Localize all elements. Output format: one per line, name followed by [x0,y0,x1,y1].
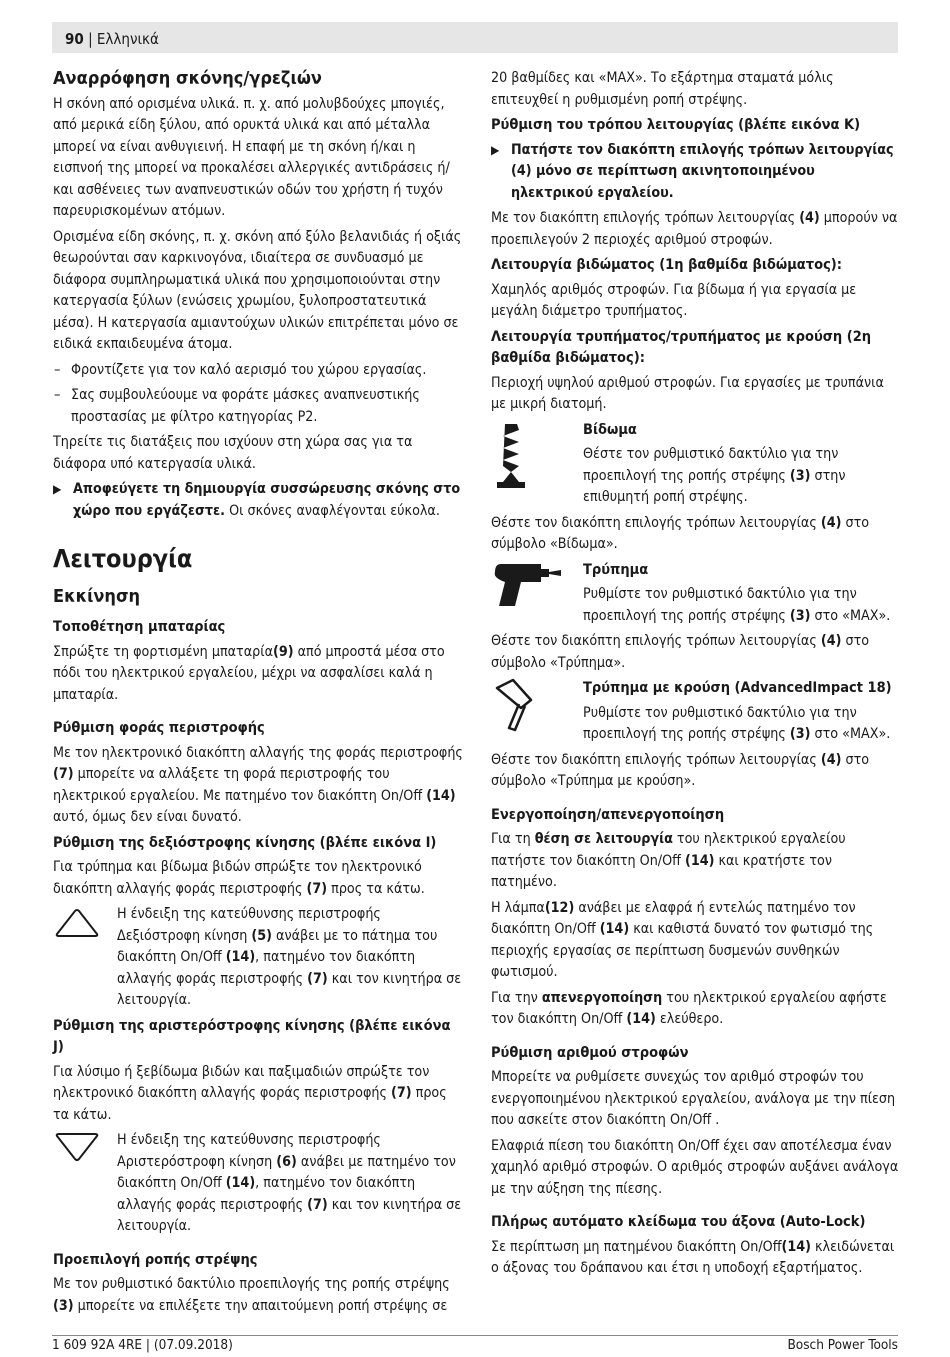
dust-paragraph-2: Ορισμένα είδη σκόνης, π. χ. σκόνη από ξύλο βελανιδιάς ή οξιάς θεωρούνται σαν καρκινογόνα, ιδιαίτερα σε συνδυασμό με διάφορα συμπληρωματικά υλικά που χρησιμοποιούνται στην κατεργασία ξύλων (ενώσεις χρωμίου, ξυλοπροστατευτικά μέσα). Η κατεργασία αμιαντούχων υλικών επιτρέπεται μόνο σε ειδικά εκπαιδευμένα άτομα. [53,228,462,352]
li-text-3: , πατημένο τον διακόπτη αλλαγής φοράς περιστροφής [117,1175,416,1213]
mode-title: Ρύθμιση του τρόπου λειτουργίας (βλέπε εικόνα K) [491,117,861,133]
ia-ref: (4) [820,751,842,768]
dust-paragraph-1: Η σκόνη από ορισμένα υλικά. π. χ. από μολυβδούχες μπογιές, από μερικά είδη ξύλου, από ορυκτά υλικά και από μέταλλα μπορεί να είναι ανθυγιεινή. Η επαφή με τη σκόνη ή/και η εισπνοή της μπορεί να προκαλέσει αλλεργικές αντιδράσεις ή/ και ασθένειες των αναπνευστικών οδών του χρήστη ή τυχόν παρευρισκομένων ατόμων. [53,95,450,219]
header-text [65,30,159,48]
mode-warning-1: Πατήστε τον διακόπτη επιλογής τρόπων λειτουργίας [511,141,894,158]
arrow-down-indicator-icon [53,1132,101,1172]
rot-text-1: Με τον ηλεκτρονικό διακόπτη αλλαγής της φοράς περιστροφής [53,744,463,761]
dust-title: Αναρρόφηση σκόνης/γρεζιών [53,68,322,89]
onoff-paragraph-1 [491,829,901,894]
ri-text-4: και τον κινητήρα σε λειτουργία. [117,970,462,1008]
on2-c: και καθιστά δυνατό τον φωτισμό της περιοχής εργασίας σε περίπτωση δυσμενών συνθηκών φωτισμού. [491,921,874,980]
footer-rule [52,1335,898,1336]
li-ref-3: (7) [307,1196,328,1213]
lock-b: κλειδώνεται ο άξονας του δράπανου και έτσι η υποδοχή εξαρτήματος. [491,1238,895,1276]
on3-c: του ηλεκτρικού εργαλείου αφήστε τον διακόπτη On/Off [491,989,887,1027]
di-text-1: Ρυθμίστε τον ρυθμιστικό δακτύλιο για την προεπιλογή της ροπής στρέψης [583,586,857,624]
continuation-paragraph: 20 βαθμίδες και «MAX». Το εξάρτημα σταματά μόλις επιτευχθεί η ρυθμισμένη ροπή στρέψης. [491,70,834,108]
torque-text-1: Με τον ρυθμιστικό δακτύλιο προεπιλογής της ροπής στρέψης [53,1276,450,1292]
rr-ref: (7) [306,880,328,897]
dust-warning [53,479,465,522]
ii-text-2: στο «MAX». [810,726,891,742]
on2-ref2: (14) [599,921,630,937]
drill-mode-paragraph: Περιοχή υψηλού αριθμού στροφών. Για εργασίες με τρυπάνια με μικρή διατομή. [491,374,884,412]
left-rotation-paragraph [53,1062,465,1127]
rr-text-1: Για τρύπημα και βίδωμα βιδών σπρώξτε τον ηλεκτρονικό διακόπτη αλλαγής φοράς περιστροφής [53,859,422,897]
screw-mode-title: Λειτουργία βιδώματος (1η βαθμίδα βιδώματος): [491,257,842,273]
dust-warning-rest: Οι σκόνες αναφλέγονται εύκολα. [225,502,440,519]
screw-mode-paragraph: Χαμηλός αριθμός στροφών. Για βίδωμα ή για εργασία με μεγάλη διάμετρο τρυπήματος. [491,281,857,319]
autolock-title: Πλήρως αυτόματο κλείδωμα του άξονα (Auto-Lock) [491,1214,866,1230]
mode-ref: (4) [799,210,820,226]
torque-title: Προεπιλογή ροπής στρέψης [53,1251,258,1268]
on2-a: Η λάμπα [491,899,545,916]
left-rotation-indicator [53,1130,465,1238]
li-text-1: Η ένδειξη της κατεύθυνσης περιστροφής Αριστερόστροφη κίνηση [117,1132,381,1170]
hammer-icon [491,678,551,742]
ri-ref-3: (7) [307,970,328,987]
on2-ref1: (12) [544,899,575,916]
rr-text-2: προς τα κάτω. [327,880,425,897]
mode-warning-2: μόνο σε περίπτωση ακινητοποιημένου ηλεκτρικού εργαλείου. [511,163,815,201]
li-ref-1: (6) [276,1153,297,1170]
on3-d: ελεύθερο. [655,1011,724,1027]
left-rotation-title: Ρύθμιση της αριστερόστροφης κίνησης (βλέπε εικόνα J) [53,1017,451,1055]
mode-text-2: μπορούν να προεπιλεγούν 2 περιοχές αριθμού στροφών. [491,210,898,248]
ri-text-1: Η ένδειξη της κατεύθυνσης περιστροφής Δεξιόστροφη κίνηση [117,906,381,944]
dust-dash-2: – Σας συμβουλεύουμε να φοράτε μάσκες αναπνευστικής προστασίας με φίλτρο κατηγορίας P2. [53,385,465,428]
si-text-2: στην επιθυμητή ροπή στρέψης. [583,467,846,505]
screw-after [491,513,901,556]
drill-mode-title: Λειτουργία τρυπήματος/τρυπήματος με κρούση (2η βαθμίδα βιδώματος): [491,328,872,366]
da-ref: (4) [820,633,842,649]
torque-ref: (3) [53,1297,74,1314]
right-column [491,68,901,1284]
lock-a: Σε περίπτωση μη πατημένου διακόπτη On/Off [491,1238,782,1255]
ia-text-1: Θέστε τον διακόπτη επιλογής τρόπων λειτουργίας [491,751,821,768]
battery-text-2: από μπροστά μέσα στο πόδι του ηλεκτρικού εργαλείου, μέχρι να ασφαλίσει καλά η μπαταρία. [53,643,445,703]
mode-warning [491,140,901,205]
sa-ref: (4) [820,514,842,531]
lr-ref: (7) [391,1085,412,1101]
start-title: Εκκίνηση [53,585,141,607]
da-text-1: Θέστε τον διακόπτη επιλογής τρόπων λειτουργίας [491,633,821,649]
torque-text-2: μπορείτε να επιλέξετε την απαιτούμενη ροπή στρέψης σε [73,1297,448,1314]
onoff-paragraph-3 [491,988,901,1031]
ri-ref-2: (14) [225,949,256,965]
si-ref: (3) [789,467,811,484]
dust-dash-1: – Φροντίζετε για τον καλό αερισμό του χώρου εργασίας. [53,360,465,382]
on1-a: Για τη [491,831,535,847]
page-header [52,22,898,53]
right-rotation-indicator [53,904,465,1012]
lr-text-2: προς τα κάτω. [53,1085,447,1123]
ri-text-3: , πατημένο τον διακόπτη αλλαγής φοράς περιστροφής [117,949,416,987]
rotation-title: Ρύθμιση φοράς περιστροφής [53,720,265,736]
on3-ref: (14) [626,1011,656,1027]
da-text-2: στο σύμβολο «Τρύπημα». [491,633,870,671]
arrow-icon: ▶ [491,142,500,157]
sa-text-2: στο σύμβολο «Βίδωμα». [491,514,870,552]
left-column [53,68,465,1321]
sa-text-1: Θέστε τον διακόπτη επιλογής τρόπων λειτουργίας [491,514,821,531]
ii-text-1: Ρυθμίστε τον ρυθμιστικό δακτύλιο για την προεπιλογή της ροπής στρέψης [583,704,857,742]
ia-text-2: στο σύμβολο «Τρύπημα με κρούση». [491,751,870,789]
rot-text-2: μπορείτε να αλλάξετε τη φορά περιστροφής του ηλεκτρικού εργαλείου. Με πατημένο τον διακόπτη On/Off [53,766,427,804]
battery-paragraph [53,642,465,707]
si-text-1: Θέστε τον ρυθμιστικό δακτύλιο για την προεπιλογή της ροπής στρέψης [583,446,839,484]
dust-paragraph-3: Τηρείτε τις διατάξεις που ισχύουν στη χώρα σας για τα διάφορα υπό κατεργασία υλικά. [53,434,413,472]
footer-doc-id: 1 609 92A 4RE | (07.09.2018) [52,1337,233,1353]
battery-text-1: Σπρώξτε τη φορτισμένη μπαταρία [53,643,273,660]
on3-a: Για την [491,989,542,1006]
mode-paragraph [491,208,901,251]
screw-instruction [491,420,901,509]
li-text-4: και τον κινητήρα σε λειτουργία. [117,1196,462,1234]
rot-ref-2: (14) [426,787,456,804]
battery-title: Τοποθέτηση μπαταρίας [53,619,226,635]
autolock-paragraph [491,1237,901,1280]
on1-c: του ηλεκτρικού εργαλείου πατήστε τον διακόπτη On/Off [491,831,846,869]
torque-paragraph [53,1274,465,1317]
ii-ref: (3) [789,726,811,742]
right-rotation-title: Ρύθμιση της δεξιόστροφης κίνησης (βλέπε εικόνα I) [53,834,437,851]
rot-ref-1: (7) [53,766,74,782]
drill-icon-title: Τρύπημα [583,561,649,578]
screw-icon-title: Βίδωμα [583,421,637,438]
on1-b: θέση σε λειτουργία [534,831,673,847]
rot-text-3: αυτό, όμως δεν είναι δυνατό. [53,809,242,825]
speed-title: Ρύθμιση αριθμού στροφών [491,1044,689,1061]
speed-paragraph-2: Ελαφριά πίεση του διακόπτη On/Off έχει σαν αποτέλεσμα έναν χαμηλό αριθμό στροφών. Ο αριθμός στροφών αυξάνει ανάλογα με την αύξηση της πίεσης. [491,1137,899,1197]
drill-after [491,631,901,674]
mode-text-1: Με τον διακόπτη επιλογής τρόπων λειτουργίας [491,210,800,226]
arrow-icon: ▶ [53,482,62,496]
screw-icon [491,420,531,500]
ri-ref-1: (5) [251,927,272,944]
li-ref-2: (14) [225,1175,256,1191]
page-number: 90 [65,30,84,48]
lr-text-1: Για λύσιμο ή ξεβίδωμα βιδών και παξιμαδιών σπρώξτε τον ηλεκτρονικό διακόπτη αλλαγής φοράς περιστροφής [53,1063,430,1101]
impact-after [491,750,901,793]
on2-b: ανάβει με ελαφρά ή εντελώς πατημένο τον διακόπτη On/Off [491,899,856,937]
operation-title: Λειτουργία [53,544,193,573]
lock-ref: (14) [781,1238,811,1255]
rotation-paragraph [53,743,465,829]
on1-ref: (14) [684,852,715,869]
header-separator: | [83,30,97,48]
onoff-title: Ενεργοποίηση/απενεργοποίηση [491,806,725,823]
impact-instruction [491,678,901,746]
on3-b: απενεργοποίηση [541,989,663,1006]
dust-warning-bold: Αποφεύγετε τη δημιουργία συσσώρευσης σκόνης στο χώρο που εργάζεστε. [73,481,461,519]
di-text-2: στο «MAX». [810,607,891,624]
arrow-up-indicator-icon [53,906,101,946]
di-ref: (3) [789,607,811,624]
impact-icon-title: Τρύπημα με κρούση (AdvancedImpact 18) [583,680,892,696]
mode-warning-ref: (4) [511,163,532,179]
drill-instruction [491,560,901,628]
footer-brand: Bosch Power Tools [787,1337,898,1353]
right-rotation-paragraph [53,857,465,900]
battery-ref: (9) [272,643,294,660]
ri-text-2: ανάβει με το πάτημα του διακόπτη On/Off [117,927,438,965]
onoff-paragraph-2 [491,898,901,984]
header-language: Ελληνικά [96,30,159,48]
drill-icon [491,560,563,618]
on1-d: και κρατήστε τον πατημένο. [491,852,832,890]
speed-paragraph-1: Μπορείτε να ρυθμίσετε συνεχώς τον αριθμό στροφών του ενεργοποιημένου ηλεκτρικού εργαλείου, ανάλογα με την πίεση που ασκείτε στον διακόπτη On/Off . [491,1069,896,1128]
li-text-2: ανάβει με πατημένο τον διακόπτη On/Off [117,1153,456,1191]
